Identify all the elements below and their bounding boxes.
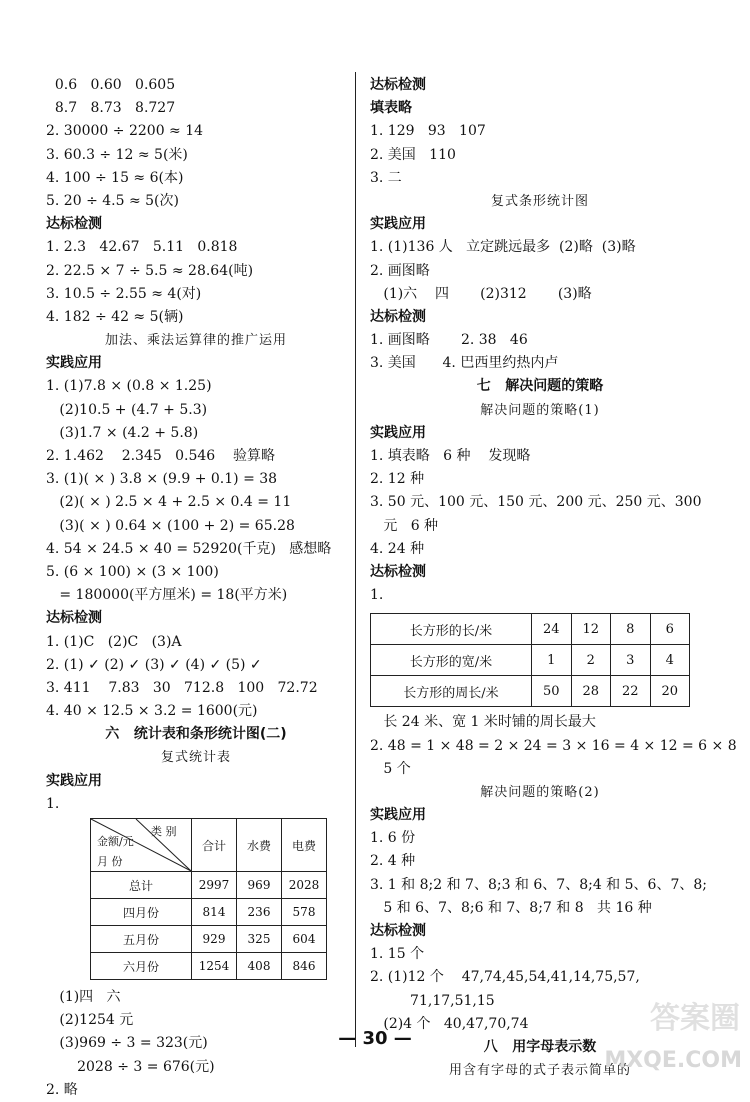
left-line: 1. (1)7.8 × (0.8 × 1.25) (46, 378, 212, 395)
left-line: 5. (6 × 100) × (3 × 100) (46, 563, 219, 580)
right-line: 4. 24 种 (370, 540, 425, 557)
table-cell: 3 (611, 645, 651, 676)
right_after-line: 3. 1 和 8;2 和 7、8;3 和 6、7、8;4 和 5、6、7、8; (370, 876, 707, 893)
right-line: 2. 12 种 (370, 471, 425, 488)
right-line: 实践应用 (370, 216, 426, 233)
right_after-line: 解决问题的策略(2) (480, 784, 600, 800)
right_after-line: 用含有字母的式子表示简单的 (448, 1063, 631, 1079)
table-cell: 236 (237, 899, 282, 926)
table-cell: 814 (192, 899, 237, 926)
table-row (91, 953, 327, 980)
right_after-line: 2. 4 种 (370, 853, 416, 870)
table-cell: 2028 (282, 872, 327, 899)
left-line: 5. 20 ÷ 4.5 ≈ 5(次) (46, 192, 179, 209)
right-line: 1. 画图略 2. 38 46 (370, 332, 528, 349)
watermark-url: MXQE.COM (604, 1048, 742, 1073)
table-cell: 604 (282, 926, 327, 953)
corner-mid: 金额/元 (97, 835, 134, 848)
column-divider (355, 72, 356, 1047)
left-line: 3. 10.5 ÷ 2.55 ≈ 4(对) (46, 285, 202, 302)
left-line: (2)( × ) 2.5 × 4 + 2.5 × 0.4 = 11 (46, 494, 292, 511)
page-number: — 30 — (338, 1028, 412, 1049)
left-line: 达标检测 (46, 216, 102, 233)
table-cell: 4 (650, 645, 690, 676)
right-line: 3. 50 元、100 元、150 元、200 元、250 元、300 (370, 494, 702, 511)
right-line: 1. (370, 587, 384, 604)
left-line: 实践应用 (46, 355, 102, 372)
right-line: 2. 画图略 (370, 262, 430, 279)
right-line: 1. 129 93 107 (370, 123, 486, 140)
right_after-line: 1. 15 个 (370, 946, 425, 963)
table-cell: 1 (532, 645, 572, 676)
table-row (371, 614, 690, 645)
right_after-line: 2. 48 = 1 × 48 = 2 × 24 = 3 × 16 = 4 × 12 = 6 × 8 (370, 737, 737, 754)
right-line: 七 解决问题的策略 (476, 378, 604, 395)
row-label: 六月份 (91, 953, 192, 980)
left-line: 2. 1.462 2.345 0.546 验算略 (46, 448, 275, 464)
right_after-line: 5 个 (370, 760, 411, 777)
row-label: 长方形的宽/米 (371, 645, 532, 676)
left-line: = 180000(平方厘米) = 18(平方米) (46, 587, 288, 604)
left-line: 2. (1) ✓ (2) ✓ (3) ✓ (4) ✓ (5) ✓ (46, 656, 262, 673)
table-cell: 325 (237, 926, 282, 953)
left-line: 六 统计表和条形统计图(二) (105, 726, 287, 743)
table-cell: 22 (611, 676, 651, 707)
fee-table (90, 818, 327, 980)
right_after-line: (2)4 个 40,47,70,74 (370, 1015, 529, 1032)
right_after-line: 1. 6 份 (370, 830, 416, 847)
table-cell: 50 (532, 676, 572, 707)
right_after-line: 长 24 米、宽 1 米时铺的周长最大 (370, 714, 596, 731)
right-line: 填表略 (370, 100, 412, 117)
row-label: 五月份 (91, 926, 192, 953)
left-line: 2. 30000 ÷ 2200 ≈ 14 (46, 123, 204, 140)
left-lines (46, 74, 346, 816)
table-row (91, 899, 327, 926)
corner-bottom: 月 份 (97, 855, 123, 868)
left-line: 3. 60.3 ÷ 12 ≈ 5(米) (46, 146, 188, 163)
left_after-line: 2. 略 (46, 1081, 78, 1098)
table-cell: 969 (237, 872, 282, 899)
right_after-line: 达标检测 (370, 923, 426, 939)
row-label: 长方形的长/米 (371, 614, 532, 645)
watermark-logo: 答案圈 (650, 1001, 740, 1036)
right-lines (370, 74, 710, 607)
table-cell: 6 (650, 614, 690, 645)
left-line: 8.7 8.73 8.727 (46, 100, 176, 117)
table-cell: 12 (571, 614, 611, 645)
right_after-line: 71,17,51,15 (370, 992, 495, 1009)
table-cell: 846 (282, 953, 327, 980)
left-line: 0.6 0.60 0.605 (46, 77, 176, 93)
left_after-line: 2028 ÷ 3 = 676(元) (46, 1058, 215, 1075)
left_after-line: (1)四 六 (46, 989, 121, 1005)
table-cell: 24 (532, 614, 572, 645)
left-line: 3. (1)( × ) 3.8 × (9.9 + 0.1) = 38 (46, 471, 278, 488)
right-line: 2. 美国 110 (370, 146, 456, 163)
right_after-line: 八 用字母表示数 (483, 1038, 597, 1055)
row-label: 四月份 (91, 899, 192, 926)
right-line: (1)六 四 (2)312 (3)略 (370, 285, 592, 302)
right-column (370, 74, 737, 1082)
table-cell: 2 (571, 645, 611, 676)
left-column (46, 74, 346, 1102)
right-line: 达标检测 (370, 563, 426, 580)
left-line: 4. 54 × 24.5 × 40 = 52920(千克) 感想略 (46, 540, 332, 557)
table-row (371, 645, 690, 676)
rectangle-table (370, 613, 690, 707)
left-line: 复式统计表 (160, 750, 231, 766)
left-line: 4. 100 ÷ 15 ≈ 6(本) (46, 169, 184, 186)
left-line: 1. 2.3 42.67 5.11 0.818 (46, 239, 238, 256)
right-line: 元 6 种 (370, 517, 439, 534)
table-cell: 28 (571, 676, 611, 707)
right-line: 解决问题的策略(1) (480, 402, 600, 418)
table-cell: 578 (282, 899, 327, 926)
left-line: (2)10.5 + (4.7 + 5.3) (46, 401, 208, 418)
left-line: (3)1.7 × (4.2 + 5.8) (46, 424, 199, 441)
row-label: 长方形的周长/米 (371, 676, 532, 707)
col-header-total: 合计 (192, 819, 237, 872)
table-row (371, 676, 690, 707)
left-line: 4. 182 ÷ 42 ≈ 5(辆) (46, 308, 184, 325)
table-cell: 8 (611, 614, 651, 645)
table-corner-cell (91, 819, 192, 872)
right-line: 1. 填表略 6 种 发现略 (370, 448, 531, 464)
right_after-line: 实践应用 (370, 807, 426, 824)
table-row (91, 872, 327, 899)
table-cell: 2997 (192, 872, 237, 899)
left-line: 1. (46, 795, 60, 812)
col-header-electric: 电费 (282, 819, 327, 872)
right-line: 实践应用 (370, 424, 426, 441)
left-line: 4. 40 × 12.5 × 3.2 = 1600(元) (46, 703, 258, 720)
right-line: 达标检测 (370, 308, 426, 325)
row-label: 总计 (91, 872, 192, 899)
left-line: 1. (1)C (2)C (3)A (46, 633, 182, 650)
table-row (91, 926, 327, 953)
left_after-line: (2)1254 元 (46, 1012, 134, 1029)
right-line: 1. (1)136 人 立定跳远最多 (2)略 (3)略 (370, 239, 636, 256)
right-line: 3. 二 (370, 169, 402, 186)
corner-top: 类 别 (151, 825, 177, 838)
left-line: 2. 22.5 × 7 ÷ 5.5 ≈ 28.64(吨) (46, 262, 254, 279)
right_after-line: 2. (1)12 个 47,74,45,54,41,14,75,57, (370, 969, 640, 986)
col-header-water: 水费 (237, 819, 282, 872)
right_after-line: 5 和 6、7、8;6 和 7、8;7 和 8 共 16 种 (370, 899, 652, 916)
right-line: 3. 美国 4. 巴西里约热内卢 (370, 355, 559, 372)
right-line: 复式条形统计图 (490, 193, 589, 209)
left-line: 实践应用 (46, 772, 102, 789)
table-cell: 1254 (192, 953, 237, 980)
left-line: 加法、乘法运算律的推广运用 (104, 333, 287, 349)
left-line: (3)( × ) 0.64 × (100 + 2) = 65.28 (46, 517, 295, 534)
left-line: 达标检测 (46, 610, 102, 627)
table-cell: 20 (650, 676, 690, 707)
right-line: 达标检测 (370, 77, 426, 93)
left_after-line: (3)969 ÷ 3 = 323(元) (46, 1035, 208, 1052)
left-line: 3. 411 7.83 30 712.8 100 72.72 (46, 679, 318, 696)
table-cell: 929 (192, 926, 237, 953)
table-cell: 408 (237, 953, 282, 980)
